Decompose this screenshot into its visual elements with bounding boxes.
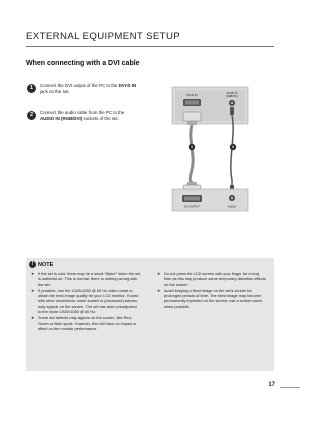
step-1-text <box>40 83 138 95</box>
cable-marker-2-label: 2 <box>232 145 234 150</box>
step-1-text-before: Connect the DVI output of the PC to the <box>40 83 119 88</box>
tv-audio-port-label-2: (RGB/DVI) <box>226 95 238 98</box>
note-item-text: If possible, use the 1920x1080 @ 60 Hz video mode to obtain the best image quality for your LCD monitor. If used with other resolutions, some scaled or processed pictures may appear on the screen. The set has been preadjusted to the mode 1920x1080 @ 60 Hz. <box>38 287 139 315</box>
note-bullet-icon: ➤ <box>31 287 35 293</box>
pc-dvi-port-pins <box>184 197 200 201</box>
note-item <box>157 271 267 287</box>
dvi-plug-top-neck <box>187 121 197 125</box>
note-bullet-icon: ➤ <box>31 315 35 321</box>
audio-cable <box>231 115 233 187</box>
note-bullet-icon: ➤ <box>157 287 161 293</box>
note-item <box>31 315 141 331</box>
tv-audio-port-label-1: AUDIO IN <box>226 92 238 95</box>
note-bullet-icon: ➤ <box>31 271 35 276</box>
note-item <box>31 271 141 287</box>
page-number: 17 <box>268 382 275 388</box>
note-label: NOTE <box>38 262 54 268</box>
step-2-text-after: sockets of the set. <box>82 116 119 121</box>
note-item <box>157 288 267 309</box>
audio-plug-top <box>230 107 234 115</box>
note-column-left <box>31 271 141 332</box>
note-item-text: Some dot defects may appear on the screen, like Red, Green or Blue spots. However, this will have no impact or effect on the monitor performance. <box>38 315 137 331</box>
step-1-text-after: jack on the set. <box>40 89 70 94</box>
cable-marker-1-label: 1 <box>191 145 193 150</box>
tv-dvi-port-pins <box>185 101 199 105</box>
note-item <box>31 288 141 314</box>
note-alert-icon: ! <box>29 261 36 268</box>
dvi-cable <box>190 125 193 183</box>
note-item-text: If the set is cold, there may be a small “flicker” when the set is switched on. This is normal, there is nothing wrong with the set. <box>38 271 141 287</box>
note-item-text: Do not press the LCD screen with your finger for a long time as this may produce some temporary distortion effects on the screen. <box>164 271 266 287</box>
step-1-text-bold: DVI-D IN <box>118 83 137 88</box>
note-column-right <box>157 271 267 310</box>
pc-dvi-port-label: DVI OUTPUT <box>184 205 200 209</box>
pc-audio-jack-hole <box>231 197 233 199</box>
tv-audio-jack-hole <box>231 102 233 104</box>
step-1-number: 1 <box>27 84 36 93</box>
connection-diagram <box>170 85 250 215</box>
note-item-text: Avoid keeping a fixed image on the set's screen for prolonged periods of time. The fixed image may become permanently imprinted on the screen; use a screen saver when possible. <box>164 287 263 309</box>
note-bullet-icon: ➤ <box>157 271 161 276</box>
page-title: EXTERNAL EQUIPMENT SETUP <box>26 31 181 42</box>
step-2-text <box>40 110 138 122</box>
pc-audio-port-label: AUDIO <box>227 205 237 209</box>
step-2-text-before: Connect the audio cable from the PC to the <box>40 110 125 115</box>
title-divider <box>26 46 274 47</box>
tv-dvi-port-label: DVI-D IN <box>186 93 198 97</box>
step-2-number: 2 <box>27 111 36 120</box>
section-heading: When connecting with a DVI cable <box>26 60 140 67</box>
dvi-plug-top <box>183 112 201 121</box>
page-number-rule <box>280 387 300 388</box>
step-2-text-bold: AUDIO IN (RGB/DVI) <box>40 116 83 121</box>
